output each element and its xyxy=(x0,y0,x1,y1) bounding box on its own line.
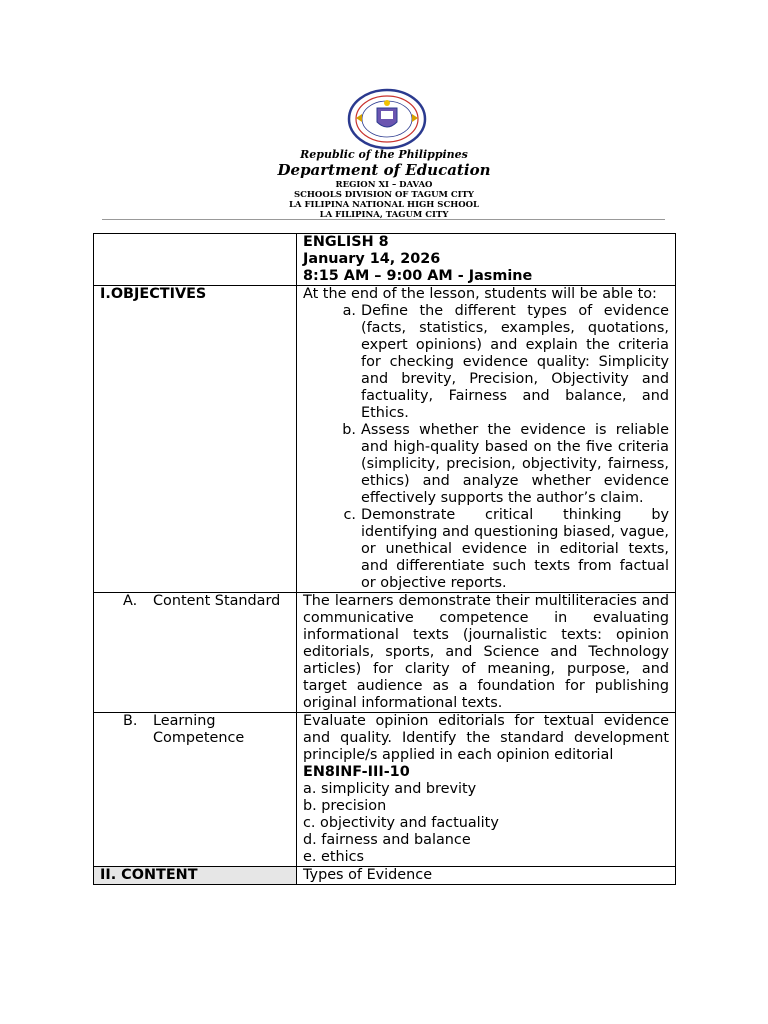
school-line: LA FILIPINA NATIONAL HIGH SCHOOL xyxy=(288,200,480,210)
objectives-intro: At the end of the lesson, students will be able to: xyxy=(303,286,657,302)
republic-line: Republic of the Philippines xyxy=(300,148,468,161)
learning-competence-text: Evaluate opinion editorials for textual evidence and quality. Identify the standard development principle/s applied in each opinion editorial xyxy=(303,713,669,763)
content-text: Types of Evidence xyxy=(297,867,676,885)
list-item: c. objectivity and factuality xyxy=(303,815,499,831)
competency-code: EN8INF-III-10 xyxy=(303,764,410,780)
learning-competence-row xyxy=(94,713,676,867)
objectives-list xyxy=(303,303,669,592)
objectives-cell xyxy=(297,286,676,593)
list-marker: a. xyxy=(342,303,356,319)
letterhead xyxy=(0,0,768,222)
list-text: Assess whether the evidence is reliable and high-quality based on the five criteria (simplicity, precision, objectivity, fairness, ethics) and analyze whether evidence effectively supports the author’s claim. xyxy=(361,422,669,506)
list-item: e. ethics xyxy=(303,849,365,865)
lesson-plan-table xyxy=(93,233,676,885)
region-line: REGION XI – DAVAO xyxy=(335,180,433,190)
list-text: Define the different types of evidence (facts, statistics, examples, quotations, expert opinions) and explain the criteria for checking evidence quality: Simplicity and brevity, Precision, Objectivity and factuality, Fairness and balance, and Ethics. xyxy=(361,303,669,421)
header-divider xyxy=(102,219,665,220)
info-row xyxy=(94,234,676,286)
content-standard-text: The learners demonstrate their multiliteracies and communicative competence in evaluating informational texts (journalistic texts: opinion editorials, sports, and Science and Technology articles) for clarity of meaning, purpose, and target audience as a foundation for publishing original informational texts. xyxy=(297,593,676,713)
learning-competence-label: Learning Competence xyxy=(153,713,245,746)
list-item xyxy=(303,303,669,422)
address-line: LA FILIPINA, TAGUM CITY xyxy=(319,210,449,220)
content-label: II. CONTENT xyxy=(94,867,297,885)
division-line: SCHOOLS DIVISION OF TAGUM CITY xyxy=(293,190,474,200)
deped-seal-icon xyxy=(346,88,428,150)
list-marker: b. xyxy=(342,422,356,438)
list-item: a. simplicity and brevity xyxy=(303,781,477,797)
department-line: Department of Education xyxy=(277,161,491,179)
content-standard-marker: A. xyxy=(123,593,138,609)
content-standard-label-cell xyxy=(94,593,297,713)
objectives-label: I.OBJECTIVES xyxy=(94,286,297,593)
date: January 14, 2026 xyxy=(303,251,441,267)
list-item xyxy=(303,507,669,592)
content-standard-row xyxy=(94,593,676,713)
list-item: b. precision xyxy=(303,798,387,814)
info-cell xyxy=(297,234,676,286)
learning-competence-label-cell xyxy=(94,713,297,867)
learning-competence-cell xyxy=(297,713,676,867)
content-standard-label: Content Standard xyxy=(153,593,281,609)
subject: ENGLISH 8 xyxy=(303,234,389,250)
list-marker: c. xyxy=(343,507,356,523)
info-blank-cell xyxy=(94,234,297,286)
learning-competence-marker: B. xyxy=(123,713,138,729)
list-item: d. fairness and balance xyxy=(303,832,471,848)
time: 8:15 AM – 9:00 AM - Jasmine xyxy=(303,268,533,284)
list-item xyxy=(303,422,669,507)
objectives-row xyxy=(94,286,676,593)
content-row xyxy=(94,867,676,885)
list-text: Demonstrate critical thinking by identifying and questioning biased, vague, or unethical evidence in editorial texts, and differentiate such texts from factual or objective reports. xyxy=(361,507,669,591)
